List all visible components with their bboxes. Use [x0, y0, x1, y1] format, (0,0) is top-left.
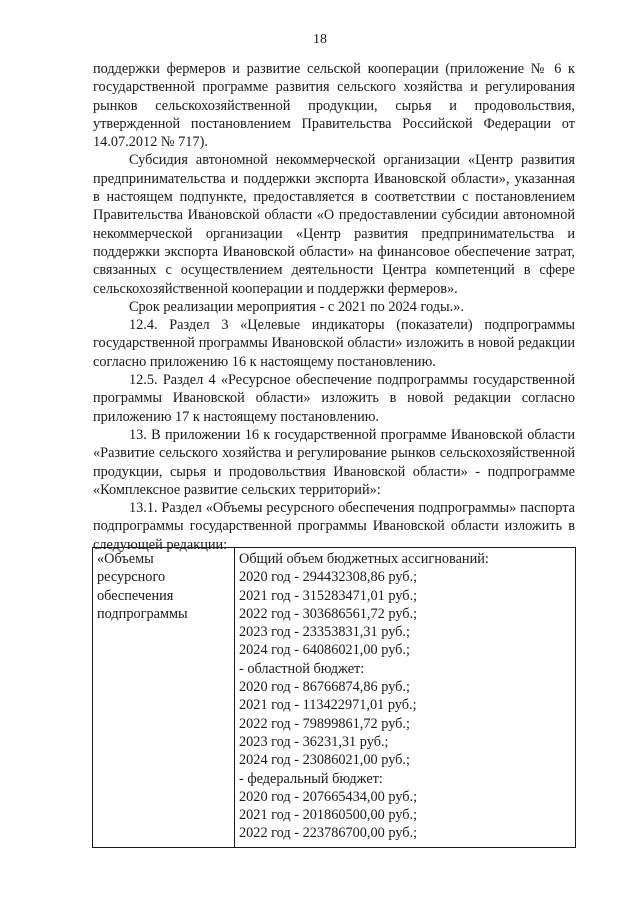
label-line: обеспечения: [97, 587, 174, 604]
paragraph: поддержки фермеров и развитие сельской кооперации (приложение № 6 к государственной программе развития сельского хозяйства и регулирования рынков сельскохозяйственной продукции, сырья и продовольствия, утвержденной постановлением Правительства Российской Федерации от 14.07.2012 № 717).: [93, 61, 575, 151]
label-line: подпрограммы: [97, 605, 188, 622]
value-line: 2021 год - 201860500,00 руб.;: [239, 807, 418, 824]
table-label-cell: [93, 548, 235, 848]
value-line: 2024 год - 23086021,00 руб.;: [239, 752, 410, 769]
paragraph: Срок реализации мероприятия - с 2021 по 2024 годы.».: [129, 298, 464, 315]
document-body: [93, 60, 575, 554]
value-line: 2020 год - 86766874,86 руб.;: [239, 679, 410, 696]
paragraph: 13. В приложении 16 к государственной программе Ивановской области «Развитие сельского хозяйства и регулирование рынков сельскохозяйственной продукции, сырья и продовольствия Ивановской области» - подпрограмме «Комплексное развитие сельских территорий»:: [93, 426, 575, 498]
paragraph: 12.4. Раздел 3 «Целевые индикаторы (показатели) подпрограммы государственной программы Ивановской области» изложить в новой редакции согласно приложению 16 к настоящему постановлению.: [93, 317, 575, 370]
value-line: Общий объем бюджетных ассигнований:: [239, 551, 489, 567]
table-value-cell: [235, 548, 576, 848]
value-line: 2023 год - 36231,31 руб.;: [239, 733, 389, 750]
value-line: 2021 год - 113422971,01 руб.;: [239, 697, 417, 714]
value-line: 2022 год - 79899861,72 руб.;: [239, 715, 410, 732]
value-line: - федеральный бюджет:: [239, 770, 383, 787]
value-line: - областной бюджет:: [239, 660, 365, 677]
budget-table: [92, 547, 576, 848]
label-line: «Объемы: [97, 551, 154, 567]
paragraph: 13.1. Раздел «Объемы ресурсного обеспечения подпрограммы» паспорта подпрограммы государственной программы Ивановской области изложить в следующей редакции:: [93, 500, 575, 553]
page-number: 18: [313, 32, 327, 47]
paragraph: Субсидия автономной некоммерческой организации «Центр развития предпринимательства и поддержки экспорта Ивановской области», указанная в настоящем подпункте, предоставляется в соответствии с постановлением Правительства Ивановской области «О предоставлении субсидии автономной некоммерческой организации «Центр развития предпринимательства и поддержки экспорта Ивановской области» на финансовое обеспечение затрат, связанных с осуществлением деятельности Центра компетенций в сфере сельскохозяйственной кооперации и поддержки фермеров».: [93, 152, 575, 297]
value-line: 2020 год - 207665434,00 руб.;: [239, 788, 418, 805]
value-line: 2023 год - 23353831,31 руб.;: [239, 624, 410, 641]
paragraph: 12.5. Раздел 4 «Ресурсное обеспечение подпрограммы государственной программы Ивановской области» изложить в новой редакции согласно приложению 17 к настоящему постановлению.: [93, 372, 575, 425]
value-line: 2022 год - 223786700,00 руб.;: [239, 825, 418, 842]
table-row: [93, 548, 576, 848]
value-line: 2020 год - 294432308,86 руб.;: [239, 569, 418, 586]
value-line: 2024 год - 64086021,00 руб.;: [239, 642, 410, 659]
value-line: 2021 год - 315283471,01 руб.;: [239, 587, 418, 604]
label-line: ресурсного: [97, 569, 166, 586]
value-line: 2022 год - 303686561,72 руб.;: [239, 605, 418, 622]
